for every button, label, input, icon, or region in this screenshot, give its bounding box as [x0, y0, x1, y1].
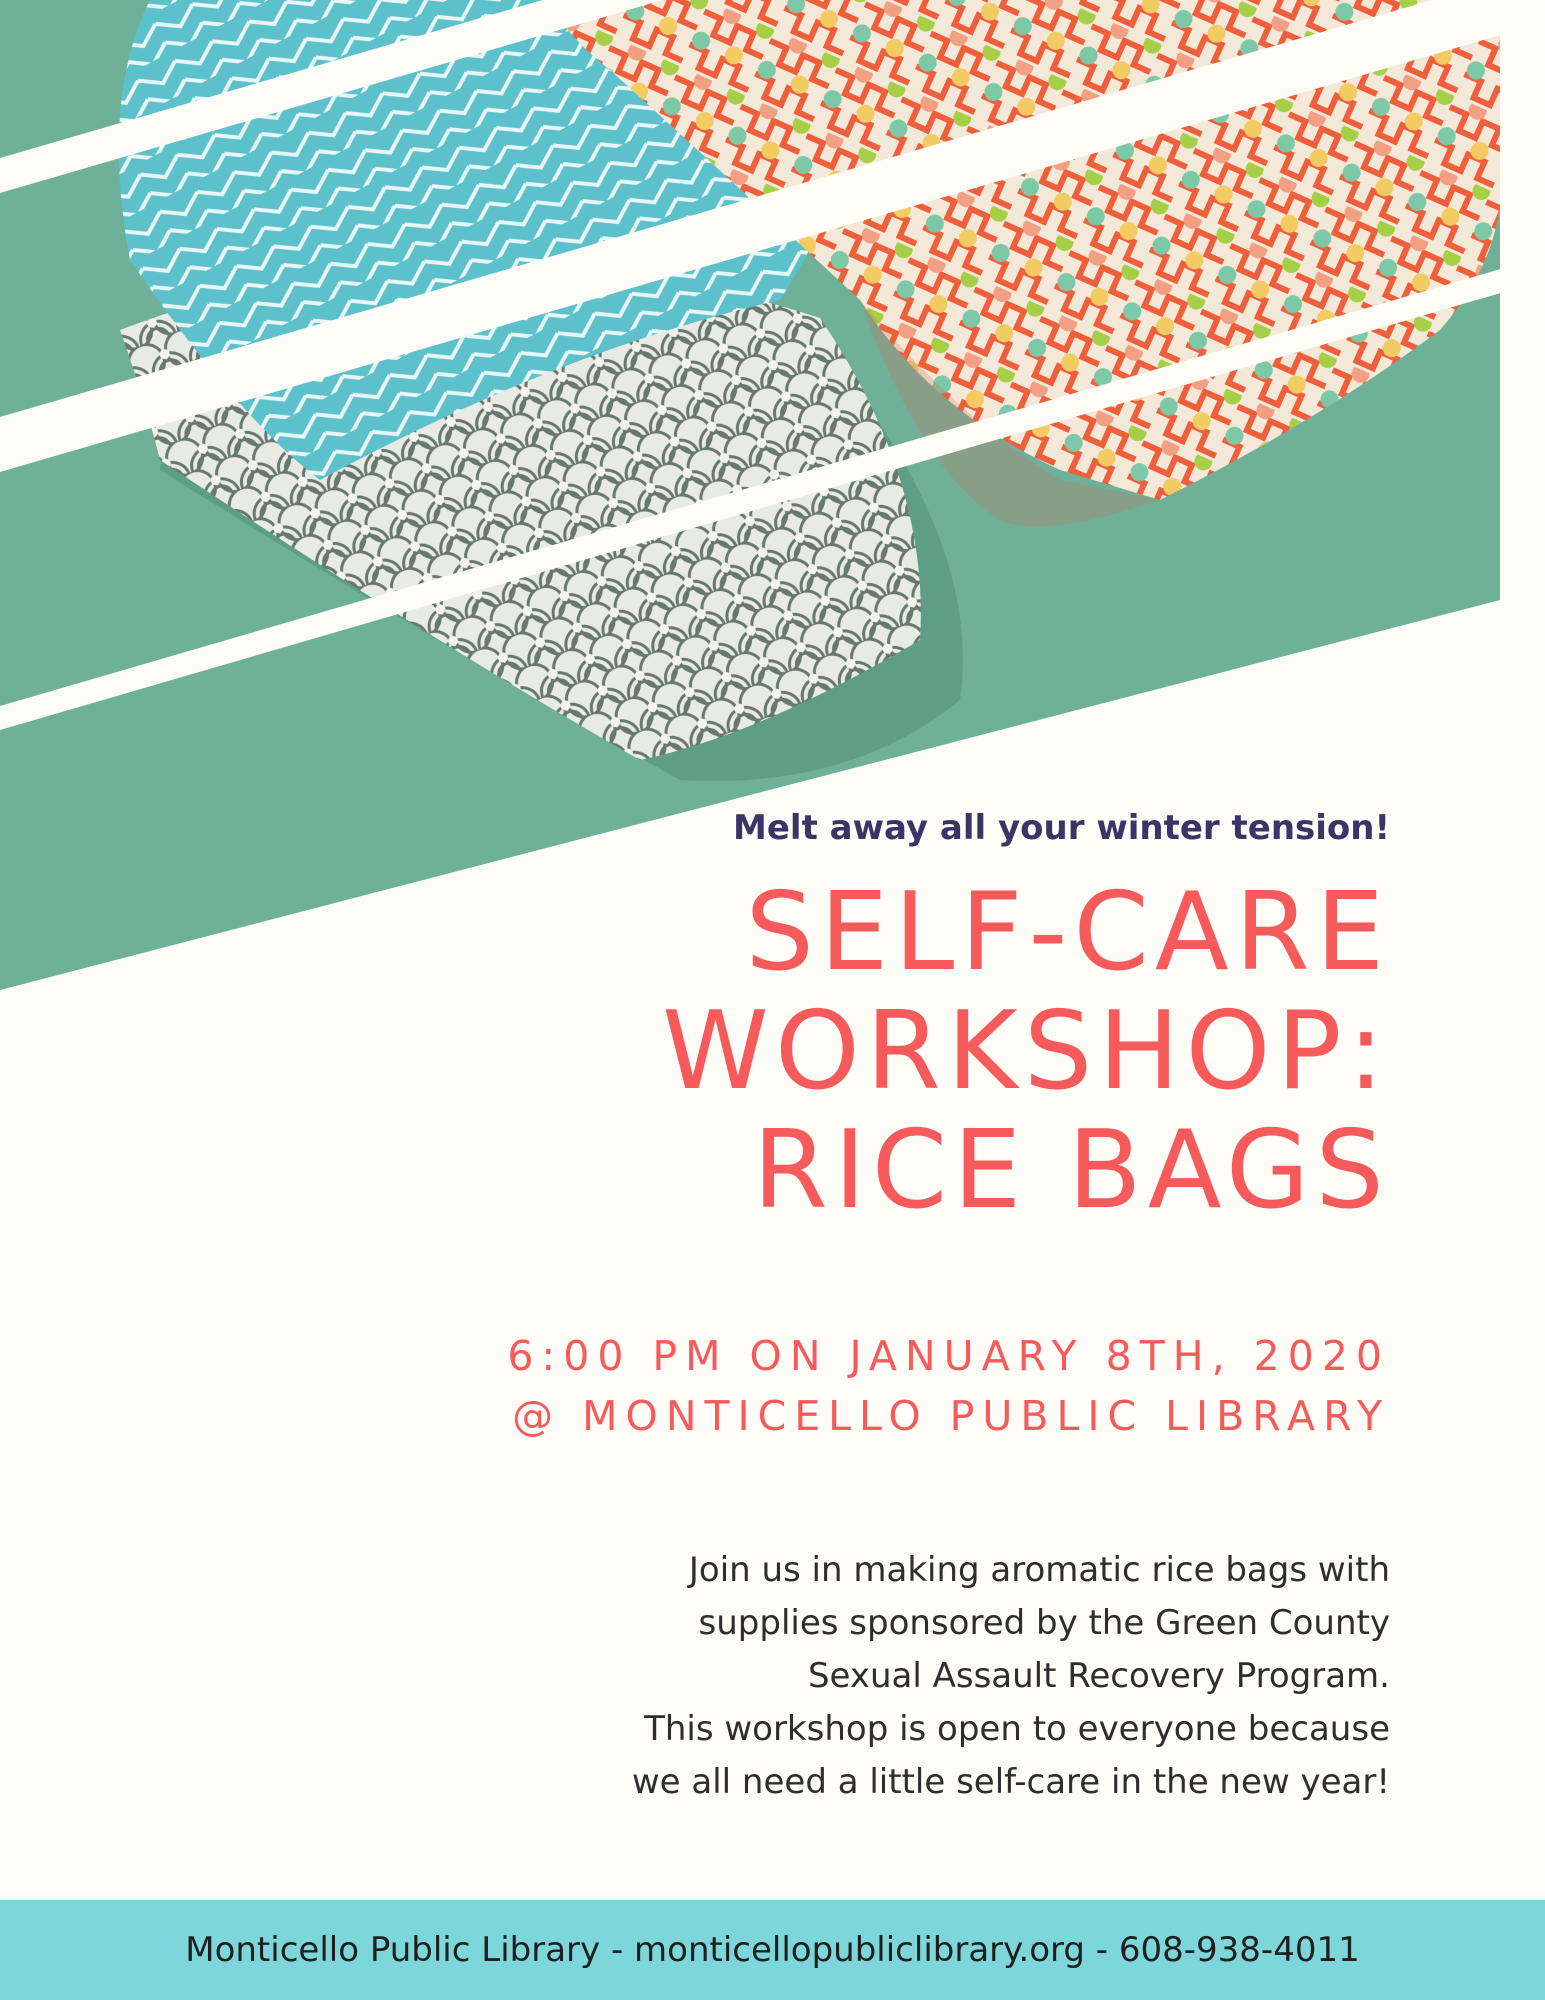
event-location: @ MONTICELLO PUBLIC LIBRARY	[512, 1392, 1390, 1440]
description-line: supplies sponsored by the Green County	[698, 1603, 1390, 1643]
description-line: This workshop is open to everyone because	[644, 1709, 1390, 1749]
description-line: Join us in making aromatic rice bags with	[688, 1550, 1390, 1590]
title-line: RICE BAGS	[752, 1108, 1390, 1233]
title-line: WORKSHOP:	[662, 989, 1390, 1114]
description-line: Sexual Assault Recovery Program.	[807, 1656, 1390, 1696]
event-details	[507, 1326, 1390, 1446]
footer-bar	[0, 1900, 1545, 2000]
tagline: Melt away all your winter tension!	[733, 808, 1390, 848]
title-line: SELF-CARE	[745, 870, 1390, 995]
footer-contact-info: Monticello Public Library - monticellopubliclibrary.org - 608-938-4011	[185, 1930, 1360, 1970]
description-line: we all need a little self-care in the new year!	[631, 1762, 1390, 1802]
event-datetime: 6:00 PM ON JANUARY 8TH, 2020	[507, 1332, 1390, 1380]
event-description	[632, 1544, 1390, 1809]
event-title	[662, 870, 1390, 1233]
